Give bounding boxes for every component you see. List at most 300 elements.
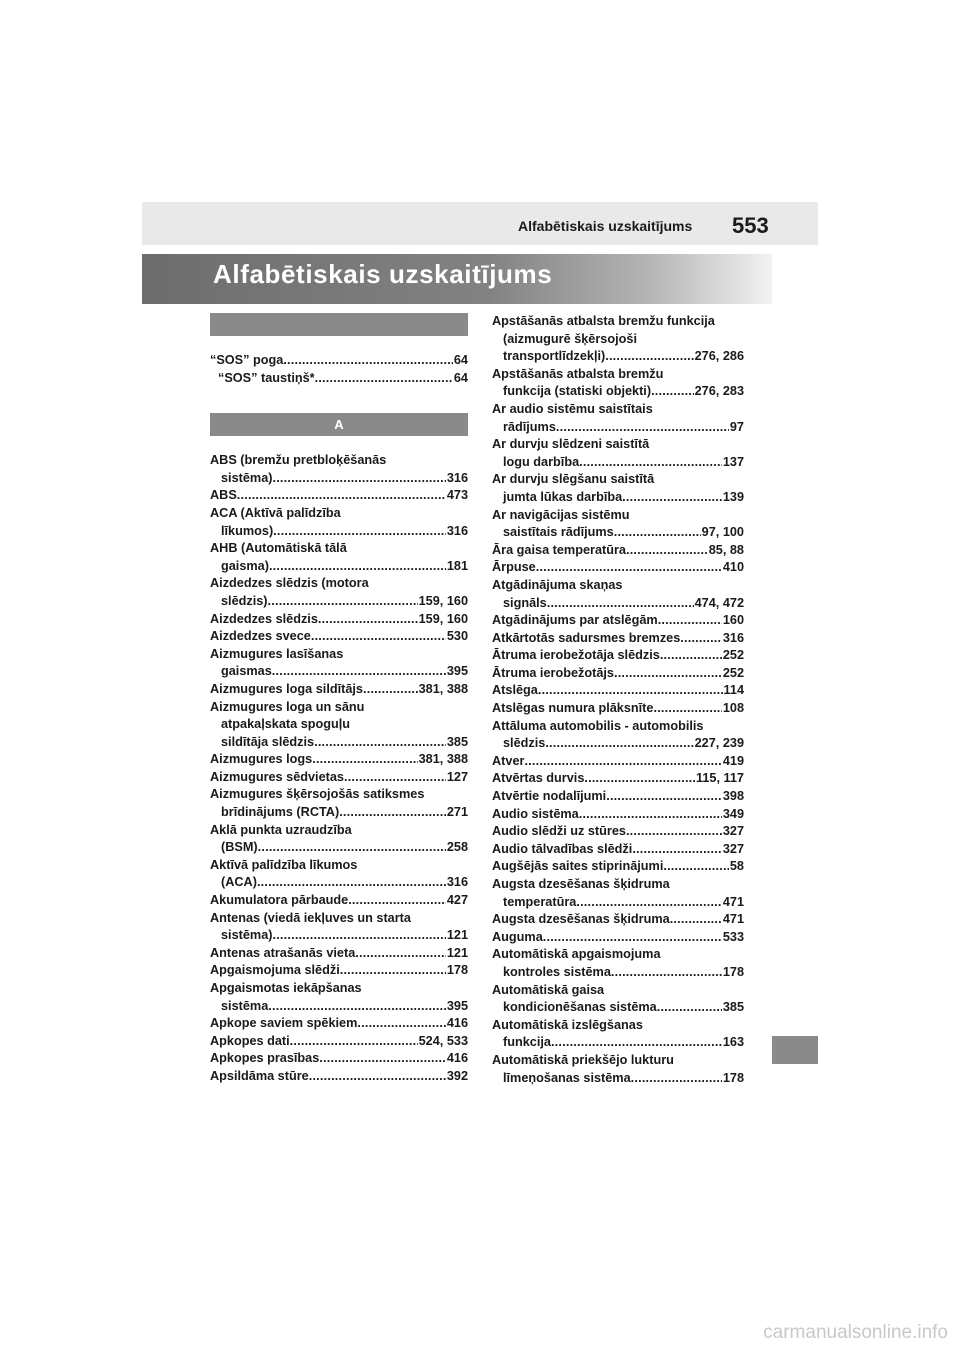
index-entry-text: Aizmugures loga sildītājs	[210, 681, 363, 696]
index-entry-line	[492, 806, 744, 824]
index-entry-text: “SOS” taustiņš*	[218, 370, 315, 385]
index-entry[interactable]	[210, 646, 468, 681]
index-entry[interactable]	[492, 612, 744, 630]
index-page-ref[interactable]: 85, 88	[708, 542, 744, 557]
index-entry[interactable]	[492, 1017, 744, 1052]
index-entry-text: Atkārtotās sadursmes bremzes	[492, 630, 681, 645]
dot-leader	[344, 769, 446, 787]
section-spacer	[210, 387, 468, 413]
index-page-ref[interactable]: 97, 100	[701, 525, 744, 540]
dot-leader	[272, 927, 445, 945]
index-entry-text: atpakaļskata spoguļu	[221, 717, 351, 732]
index-entry[interactable]	[210, 892, 468, 910]
index-entry-text: gaisma)	[221, 558, 269, 573]
index-entry-line	[210, 1015, 468, 1033]
index-page-ref[interactable]: 114	[723, 683, 744, 698]
index-page-ref[interactable]: 385	[446, 734, 468, 749]
index-entry-text: Automātiskā apgaismojuma	[492, 947, 661, 962]
index-entry-line	[492, 1017, 744, 1035]
index-entry-line	[492, 1052, 744, 1070]
index-entry[interactable]	[492, 806, 744, 824]
index-page-ref[interactable]: 327	[722, 841, 744, 856]
index-entry[interactable]	[492, 630, 744, 648]
index-entry-text: (aizmugurē šķērsojoši	[503, 331, 637, 346]
index-entry[interactable]	[210, 822, 468, 857]
section-gap	[210, 336, 468, 352]
index-page-ref[interactable]: 139	[722, 489, 744, 504]
watermark: carmanualsonline.info	[763, 1322, 948, 1343]
dot-leader	[355, 945, 446, 963]
index-entry-line	[492, 682, 744, 700]
dot-leader	[657, 999, 722, 1017]
index-page-ref[interactable]: 178	[722, 1070, 744, 1085]
chapter-tab	[772, 1036, 818, 1064]
index-page-ref[interactable]: 530	[446, 629, 468, 644]
dot-leader	[257, 874, 446, 892]
index-entry-line	[210, 370, 468, 388]
index-entry-line	[210, 998, 468, 1016]
index-entry-line	[492, 524, 744, 542]
index-entry-line	[492, 542, 744, 560]
index-entry-line	[492, 595, 744, 613]
index-entry[interactable]	[492, 753, 744, 771]
dot-leader	[311, 628, 446, 646]
index-page-ref[interactable]: 473	[446, 488, 468, 503]
index-page-ref[interactable]: 252	[722, 665, 744, 680]
dot-leader	[348, 892, 446, 910]
section-gap	[210, 436, 468, 452]
index-page-ref[interactable]: 181	[446, 558, 468, 573]
index-entry-line	[492, 823, 744, 841]
dot-leader	[273, 523, 446, 541]
dot-leader	[269, 558, 446, 576]
index-entry-line	[210, 611, 468, 629]
index-entry-line	[210, 945, 468, 963]
index-entry-text: sistēma)	[221, 928, 273, 943]
index-page-ref[interactable]: 410	[722, 560, 744, 575]
index-entry[interactable]	[492, 507, 744, 542]
index-page-ref[interactable]: 137	[722, 454, 744, 469]
index-entry[interactable]	[492, 841, 744, 859]
index-entry[interactable]	[492, 876, 744, 911]
index-entry-text: sildītāja slēdzis	[221, 734, 315, 749]
index-entry[interactable]	[492, 577, 744, 612]
index-page-ref[interactable]: 416	[446, 1016, 468, 1031]
index-entry[interactable]	[492, 542, 744, 560]
index-page-ref[interactable]: 349	[722, 806, 744, 821]
index-page-ref[interactable]: 427	[446, 893, 468, 908]
index-entry-text: Aizmugures šķērsojošās satiksmes	[210, 787, 425, 802]
index-entry-line	[210, 910, 468, 928]
dot-leader	[611, 964, 722, 982]
index-entry-line	[492, 383, 744, 401]
dot-leader	[614, 665, 722, 683]
index-entry-text: ABS	[210, 488, 237, 503]
index-page-ref[interactable]: 271	[446, 805, 468, 820]
dot-leader	[680, 630, 722, 648]
index-entry-text: Apstāšanās atbalsta bremžu	[492, 366, 664, 381]
index-entry[interactable]	[492, 718, 744, 753]
index-entry-line	[492, 401, 744, 419]
index-entry[interactable]	[210, 786, 468, 821]
index-entry-line	[492, 1034, 744, 1052]
index-entry-line	[210, 487, 468, 505]
index-entry[interactable]	[210, 945, 468, 963]
index-entry-text: Apsildāma stūre	[210, 1068, 309, 1083]
index-entry-text: Augsta dzesēšanas šķidruma	[492, 877, 670, 891]
index-entry-text: Ātruma ierobežotāja slēdzis	[492, 648, 660, 663]
index-page-ref[interactable]: 58	[729, 859, 744, 874]
dot-leader	[614, 524, 701, 542]
index-page-ref[interactable]: 524, 533	[418, 1033, 468, 1048]
index-entry-line	[492, 647, 744, 665]
dot-leader	[237, 487, 446, 505]
index-entry[interactable]	[492, 313, 744, 366]
index-entry-line	[210, 839, 468, 857]
dot-leader	[663, 858, 729, 876]
index-entry[interactable]	[210, 980, 468, 1015]
index-entry-text: Augsta dzesēšanas šķidruma	[492, 912, 670, 927]
index-entry-text: funkcija	[503, 1035, 551, 1050]
page-number: 553	[732, 213, 769, 238]
index-entry-line	[492, 929, 744, 947]
index-entry-text: Ar durvju slēdzeni saistītā	[492, 437, 650, 452]
dot-leader	[545, 735, 693, 753]
dot-leader	[268, 998, 446, 1016]
index-entry-line	[492, 982, 744, 1000]
index-entry-text: Antenas (viedā iekļuves un starta	[210, 910, 411, 925]
index-page-ref[interactable]: 395	[446, 998, 468, 1013]
index-entry-text: Ārpuse	[492, 560, 536, 575]
index-entry-line	[210, 769, 468, 787]
index-entry-line	[492, 419, 744, 437]
index-entry-line	[210, 452, 468, 470]
index-page-ref[interactable]: 121	[446, 945, 468, 960]
index-page-ref[interactable]: 316	[722, 630, 744, 645]
index-page-ref[interactable]: 97	[729, 419, 744, 434]
index-page-ref[interactable]: 533	[722, 929, 744, 944]
index-entry[interactable]	[210, 1015, 468, 1033]
dot-leader	[651, 383, 694, 401]
dot-leader	[632, 841, 722, 859]
index-entry-text: temperatūra	[503, 894, 577, 909]
index-entry[interactable]	[210, 1068, 468, 1086]
index-entry-line	[210, 505, 468, 523]
index-entry-text: Auguma	[492, 929, 543, 944]
index-entry[interactable]	[210, 769, 468, 787]
index-entry-text: Aizmugures loga un sānu	[210, 699, 365, 714]
dot-leader	[622, 489, 722, 507]
index-page-ref[interactable]: 108	[722, 701, 744, 716]
index-entry-line	[210, 352, 468, 370]
index-entry-text: Aktīvā palīdzība līkumos	[210, 857, 358, 872]
index-page-ref[interactable]: 163	[722, 1035, 744, 1050]
index-page-ref[interactable]: 474, 472	[694, 595, 744, 610]
index-entry-line	[492, 630, 744, 648]
dot-leader	[626, 542, 708, 560]
dot-leader	[283, 352, 453, 370]
index-entry[interactable]	[492, 823, 744, 841]
index-entry-line	[210, 1068, 468, 1086]
index-page-ref[interactable]: 327	[722, 824, 744, 839]
dot-leader	[258, 839, 446, 857]
index-entry-text: Apgaismotas iekāpšanas	[210, 981, 362, 995]
index-entry[interactable]	[210, 352, 468, 370]
index-entry[interactable]	[492, 1052, 744, 1087]
dot-leader	[314, 734, 446, 752]
index-entry-text: saistītais rādījums	[503, 525, 614, 540]
index-entry-line	[210, 646, 468, 664]
dot-leader	[315, 370, 453, 388]
index-entry[interactable]	[492, 665, 744, 683]
index-page-ref[interactable]: 159, 160	[418, 593, 468, 608]
index-entry[interactable]	[492, 401, 744, 436]
index-entry-text: Aizdedzes svece	[210, 629, 311, 644]
index-entry-line	[210, 892, 468, 910]
index-entry[interactable]	[210, 628, 468, 646]
index-entry-text: Aizmugures sēdvietas	[210, 769, 344, 784]
index-entry-line	[492, 858, 744, 876]
dot-leader	[536, 559, 722, 577]
dot-leader	[318, 611, 418, 629]
index-entry-text: Automātiskā izslēgšanas	[492, 1017, 643, 1032]
index-entry-text: līkumos)	[221, 523, 274, 538]
index-entry-line	[492, 1070, 744, 1088]
dot-leader	[626, 823, 722, 841]
index-entry-text: “SOS” poga	[210, 353, 284, 367]
index-page-ref[interactable]: 471	[722, 894, 744, 909]
dot-leader	[538, 682, 723, 700]
index-entry-line	[210, 523, 468, 541]
index-entry-line	[210, 786, 468, 804]
dot-leader	[357, 1015, 445, 1033]
index-entry-line	[210, 927, 468, 945]
index-page-ref[interactable]: 64	[453, 370, 468, 385]
index-entry-line	[492, 876, 744, 894]
dot-leader	[524, 753, 721, 771]
index-page-ref[interactable]: 316	[446, 470, 468, 485]
index-entry-line	[492, 964, 744, 982]
index-page-ref[interactable]: 381, 388	[418, 752, 468, 767]
index-entry-line	[492, 489, 744, 507]
index-entry[interactable]	[492, 858, 744, 876]
index-entry-text: signāls	[503, 595, 547, 610]
index-page-ref[interactable]: 178	[446, 963, 468, 978]
index-page-ref[interactable]: 127	[446, 769, 468, 784]
index-entry-line	[492, 841, 744, 859]
index-entry-text: sistēma	[221, 998, 269, 1013]
running-header-title: Alfabētiskais uzskaitījums	[518, 218, 693, 234]
dot-leader	[547, 595, 694, 613]
index-entry-text: Aizdedzes slēdzis (motora	[210, 576, 369, 591]
dot-leader	[579, 806, 722, 824]
index-entry-text: brīdinājums (RCTA)	[221, 805, 340, 820]
index-page-ref[interactable]: 419	[722, 753, 744, 768]
index-entry-text: Automātiskā priekšējo lukturu	[492, 1052, 674, 1067]
section-letter-bar: A	[210, 413, 468, 436]
dot-leader	[340, 962, 446, 980]
index-entry[interactable]	[210, 611, 468, 629]
index-entry-line	[210, 593, 468, 611]
index-page-ref[interactable]: 121	[446, 928, 468, 943]
index-entry-line	[492, 788, 744, 806]
index-entry-line	[492, 753, 744, 771]
dot-leader	[272, 663, 446, 681]
index-entry-text: Apgaismojuma slēdži	[210, 963, 340, 978]
index-entry-line	[210, 681, 468, 699]
index-page-ref[interactable]: 385	[722, 1000, 744, 1015]
index-entry-text: sistēma)	[221, 470, 273, 485]
dot-leader	[272, 470, 445, 488]
index-entry-text: Attāluma automobilis - automobilis	[492, 718, 704, 733]
index-entry-text: Audio sistēma	[492, 806, 579, 821]
dot-leader	[556, 419, 729, 437]
index-entry-text: Aklā punkta uzraudzība	[210, 822, 352, 837]
index-entry[interactable]	[492, 788, 744, 806]
index-page-ref[interactable]: 258	[446, 840, 468, 855]
index-entry[interactable]	[492, 436, 744, 471]
index-page-ref[interactable]: 178	[722, 964, 744, 979]
index-entry-text: rādījums	[503, 419, 556, 434]
index-entry-line	[492, 894, 744, 912]
dot-leader	[268, 593, 418, 611]
index-entry-line	[210, 1050, 468, 1068]
index-entry[interactable]	[210, 1033, 468, 1051]
index-entry-line	[492, 471, 744, 489]
index-entry-text: Audio slēdži uz stūres	[492, 824, 626, 839]
index-entry-text: jumta lūkas darbība	[503, 489, 623, 504]
index-page-ref[interactable]: 316	[446, 523, 468, 538]
index-entry[interactable]	[492, 700, 744, 718]
index-page-ref[interactable]: 398	[722, 789, 744, 804]
index-entry-text: Aizdedzes slēdzis	[210, 611, 318, 626]
index-entry-text: kontroles sistēma	[503, 964, 611, 979]
index-entry-line	[492, 577, 744, 595]
index-page-ref[interactable]: 416	[446, 1051, 468, 1066]
index-entry[interactable]	[492, 946, 744, 981]
index-entry[interactable]	[210, 962, 468, 980]
index-entry-line	[210, 962, 468, 980]
index-entry-text: Apstāšanās atbalsta bremžu funkcija	[492, 314, 715, 328]
index-subentry[interactable]	[210, 370, 468, 388]
index-entry[interactable]	[210, 910, 468, 945]
index-entry[interactable]	[210, 452, 468, 487]
index-entry-line	[492, 612, 744, 630]
index-page-ref[interactable]: 316	[446, 875, 468, 890]
index-entry[interactable]	[210, 699, 468, 752]
index-entry[interactable]	[210, 681, 468, 699]
index-entry-text: Augšējās saites stiprinājumi	[492, 859, 664, 874]
dot-leader	[606, 788, 722, 806]
index-page-ref[interactable]: 471	[722, 912, 744, 927]
index-entry-line	[492, 454, 744, 472]
index-entry[interactable]	[492, 770, 744, 788]
index-column-right	[492, 313, 744, 1087]
index-entry[interactable]	[492, 647, 744, 665]
section-letter-bar	[210, 313, 468, 336]
index-entry-line	[210, 734, 468, 752]
index-entry[interactable]	[210, 1050, 468, 1068]
index-entry-line	[492, 366, 744, 384]
index-entry[interactable]	[492, 929, 744, 947]
index-entry-text: ABS (bremžu pretbloķēšanās	[210, 453, 387, 468]
index-entry-text: slēdzis)	[221, 593, 268, 608]
index-page-ref[interactable]: 395	[446, 664, 468, 679]
index-page-ref[interactable]: 115, 117	[696, 771, 744, 786]
index-entry-line	[210, 822, 468, 840]
index-entry[interactable]	[210, 575, 468, 610]
index-entry[interactable]	[492, 366, 744, 401]
index-entry[interactable]	[492, 559, 744, 577]
index-page-ref[interactable]: 252	[722, 648, 744, 663]
index-page-ref[interactable]: 64	[453, 353, 468, 367]
index-entry[interactable]	[210, 505, 468, 540]
index-entry-text: Atvērtas durvis	[492, 771, 585, 786]
index-entry-line	[210, 470, 468, 488]
index-entry-line	[210, 1033, 468, 1051]
index-entry-line	[210, 663, 468, 681]
index-entry-text: funkcija (statiski objekti)	[503, 384, 652, 399]
index-entry-line	[210, 575, 468, 593]
index-entry[interactable]	[210, 751, 468, 769]
index-page-ref[interactable]: 276, 283	[694, 384, 744, 399]
index-entry-line	[492, 735, 744, 753]
dot-leader	[605, 348, 693, 366]
dot-leader	[309, 1068, 446, 1086]
index-entry[interactable]	[492, 682, 744, 700]
index-entry-text: slēdzis	[503, 736, 546, 751]
index-entry[interactable]	[492, 471, 744, 506]
index-entry-line	[210, 857, 468, 875]
index-entry-text: Atslēga	[492, 683, 538, 698]
index-entry-text: Aizmugures lasīšanas	[210, 646, 344, 661]
index-entry[interactable]	[492, 982, 744, 1017]
index-entry-line	[492, 911, 744, 929]
index-entry-text: Atgādinājuma skaņas	[492, 577, 623, 592]
index-entry-text: ACA (Aktīvā palīdzība	[210, 505, 341, 520]
index-entry-text: logu darbība	[503, 454, 580, 469]
dot-leader	[576, 894, 721, 912]
index-page-ref[interactable]: 392	[446, 1068, 468, 1083]
index-column-left	[210, 313, 468, 1086]
index-entry-line	[492, 665, 744, 683]
dot-leader	[339, 804, 446, 822]
index-entry-text: Aizmugures logs	[210, 752, 313, 767]
index-entry-text: Atvērtie nodalījumi	[492, 789, 607, 804]
index-entry-text: Apkope saviem spēkiem	[210, 1016, 358, 1031]
index-page-ref[interactable]: 160	[722, 613, 744, 628]
index-entry[interactable]	[492, 911, 744, 929]
index-entry[interactable]	[210, 540, 468, 575]
index-page-ref[interactable]: 276, 286	[694, 349, 744, 364]
index-entry-text: Ar durvju slēgšanu saistītā	[492, 472, 655, 487]
index-entry-line	[492, 313, 744, 331]
index-entry-text: Ar audio sistēmu saistītais	[492, 401, 653, 416]
index-entry-line	[210, 628, 468, 646]
index-page-ref[interactable]: 227, 239	[694, 736, 744, 751]
index-entry[interactable]	[210, 487, 468, 505]
index-entry-text: Apkopes dati	[210, 1033, 290, 1048]
index-entry-text: Antenas atrašanās vieta	[210, 945, 356, 960]
index-entry-text: Apkopes prasības	[210, 1051, 320, 1066]
index-entry-text: AHB (Automātiskā tālā	[210, 541, 347, 556]
index-entry[interactable]	[210, 857, 468, 892]
index-entry-text: (BSM)	[221, 840, 258, 855]
index-entry-text: Automātiskā gaisa	[492, 982, 605, 997]
index-page-ref[interactable]: 159, 160	[418, 611, 468, 626]
index-page-ref[interactable]: 381, 388	[418, 681, 468, 696]
dot-leader	[290, 1033, 418, 1051]
